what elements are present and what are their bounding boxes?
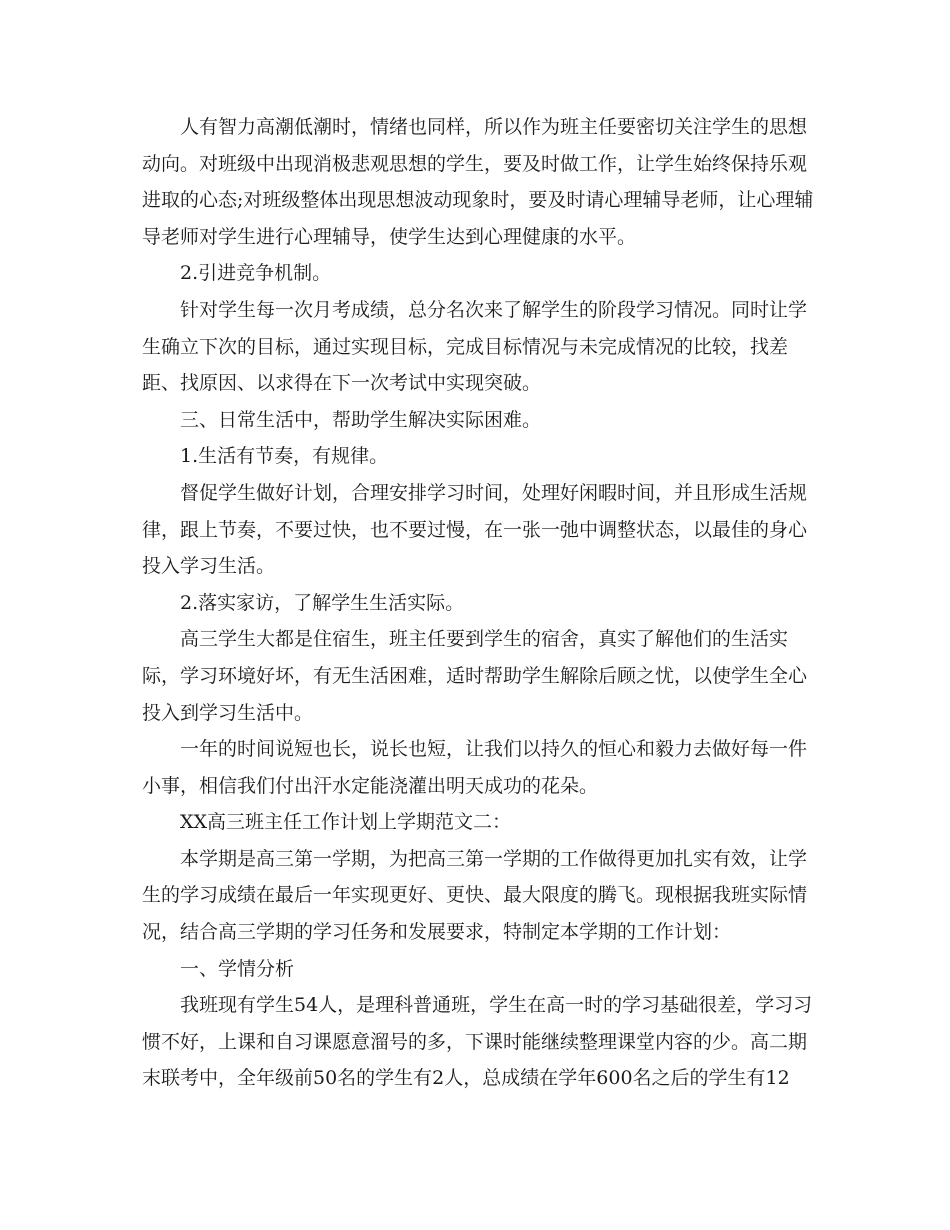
paragraph (142, 731, 812, 804)
text-line: 进取的心态;对班级整体出现思想波动现象时，要及时请心理辅导老师，让心理辅 (142, 189, 814, 212)
paragraph (142, 475, 812, 585)
paragraph (142, 292, 812, 402)
text-line: 况，结合高三学期的学习任务和发展要求，特制定本学期的工作计划： (142, 921, 732, 944)
paragraph (142, 951, 812, 988)
text-line: 针对学生每一次月考成绩，总分名次来了解学生的阶段学习情况。同时让学 (180, 298, 808, 321)
text-line: 距、找原因、以求得在下一次考试中实现突破。 (142, 372, 542, 395)
text-line: 惯不好，上课和自习课愿意溜号的多，下课时能继续整理课堂内容的少。高二期 (142, 1030, 808, 1053)
paragraph (142, 987, 812, 1097)
document-body (142, 109, 812, 1097)
text-line: 一年的时间说短也长，说长也短，让我们以持久的恒心和毅力去做好每一件 (180, 738, 808, 761)
paragraph (142, 585, 812, 622)
text-line: 生的学习成绩在最后一年实现更好、更快、最大限度的腾飞。现根据我班实际情 (142, 884, 808, 907)
text-line: 导老师对学生进行心理辅导，使学生达到心理健康的水平。 (142, 225, 637, 248)
text-line: 三、日常生活中，帮助学生解决实际困难。 (180, 408, 542, 431)
paragraph (142, 109, 812, 255)
paragraph (142, 438, 812, 475)
text-line: 督促学生做好计划，合理安排学习时间，处理好闲暇时间，并且形成生活规 (180, 481, 808, 504)
paragraph (142, 804, 812, 841)
text-line: 律，跟上节奏，不要过快，也不要过慢，在一张一弛中调整状态，以最佳的身心 (142, 518, 808, 541)
text-line: 本学期是高三第一学期，为把高三第一学期的工作做得更加扎实有效，让学 (180, 847, 808, 870)
text-line: 高三学生大都是住宿生，班主任要到学生的宿舍，真实了解他们的生活实 (180, 628, 789, 651)
text-line: 2.引进竞争机制。 (180, 262, 332, 285)
text-line: 投入到学习生活中。 (142, 701, 314, 724)
text-line: 2.落实家访，了解学生生活实际。 (180, 591, 465, 614)
text-line: 动向。对班级中出现消极悲观思想的学生，要及时做工作，让学生始终保持乐观 (142, 152, 808, 175)
paragraph (142, 841, 812, 951)
text-line: 际，学习环境好坏，有无生活困难，适时帮助学生解除后顾之忧，以使学生全心 (142, 664, 808, 687)
paragraph (142, 255, 812, 292)
text-line: 投入学习生活。 (142, 555, 276, 578)
text-line: XX高三班主任工作计划上学期范文二： (180, 811, 512, 834)
text-line: 一、学情分析 (180, 957, 295, 980)
text-line: 小事，相信我们付出汗水定能浇灌出明天成功的花朵。 (142, 774, 599, 797)
text-line: 末联考中，全年级前50名的学生有2人，总成绩在学年600名之后的学生有12 (142, 1067, 790, 1090)
text-line: 生确立下次的目标，通过实现目标，完成目标情况与未完成情况的比较，找差 (142, 335, 789, 358)
text-line: 1.生活有节奏，有规律。 (180, 445, 389, 468)
paragraph (142, 402, 812, 439)
paragraph (142, 621, 812, 731)
text-line: 人有智力高潮低潮时，情绪也同样，所以作为班主任要密切关注学生的思想 (180, 116, 808, 138)
text-line: 我班现有学生54人，是理科普通班，学生在高一时的学习基础很差，学习习 (180, 994, 813, 1017)
